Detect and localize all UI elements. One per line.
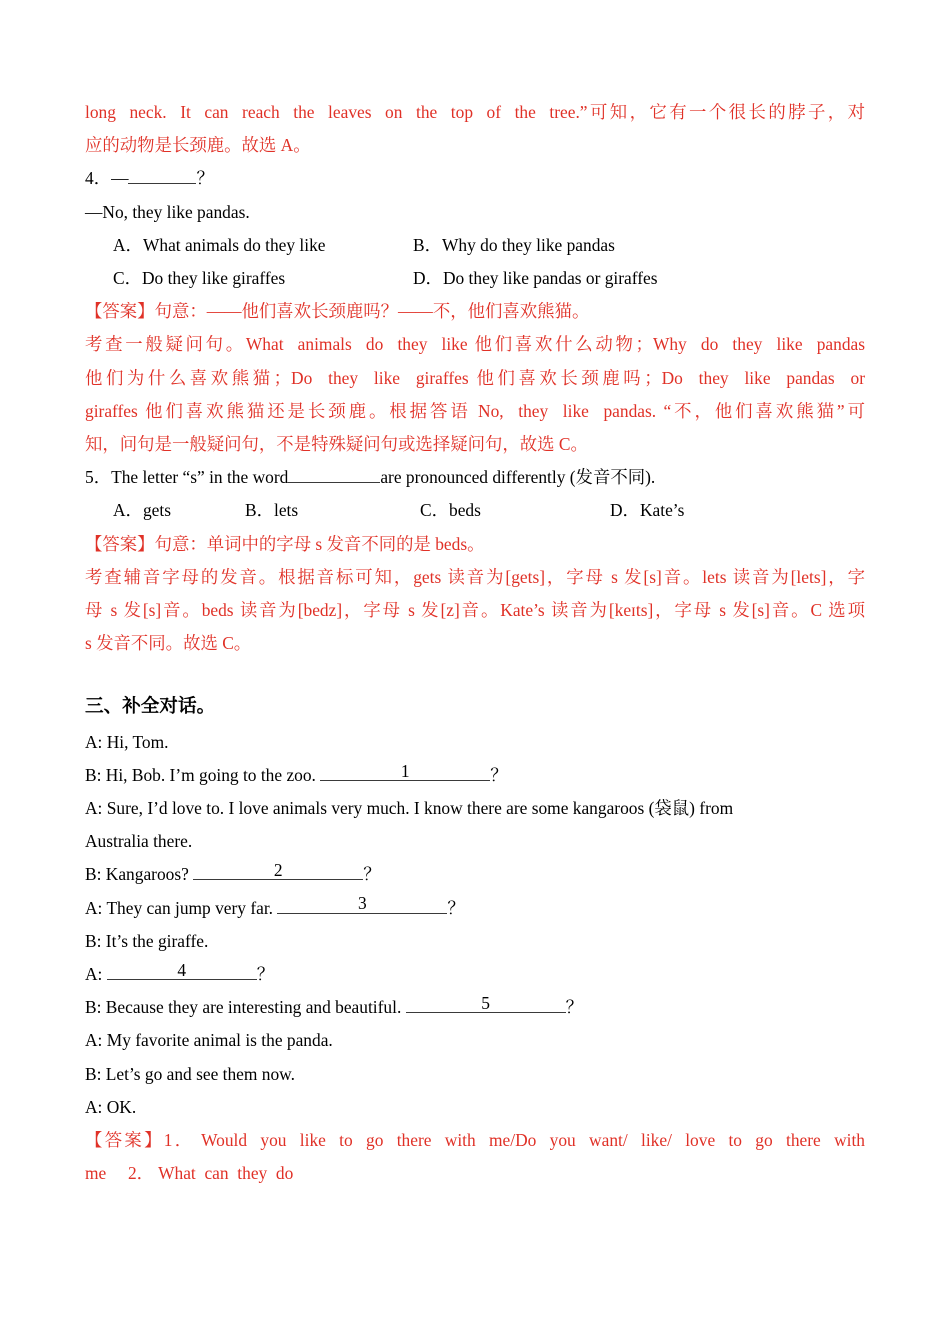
dialogue-text: They can jump very far. — [106, 897, 278, 918]
dialogue-line — [85, 1091, 865, 1124]
option-a-label: A． — [113, 500, 143, 521]
question-5-answer-line-1: 【答案】句意：单词中的字母 s 发音不同的是 beds。 — [85, 533, 485, 554]
question-5-stem-suffix: are pronounced differently (发音不同). — [380, 467, 656, 488]
question-4-answer-line-5: 知，问句是一般疑问句，不是特殊疑问句或选择疑问句，故选 C。 — [85, 434, 588, 455]
dialogue-qmark: ？ — [447, 897, 465, 918]
option-b-text: Why do they like pandas — [442, 234, 615, 255]
dialogue-speaker: A: — [85, 798, 107, 819]
question-4-dash: — — [111, 168, 129, 189]
option-b[interactable] — [413, 229, 865, 262]
section-three-answer-line-2: me 2． What can they do — [85, 1163, 294, 1184]
section-three-answer-line-1: 【答案】1． Would you like to go there with me/Do you want/ like/ love to go there with — [85, 1130, 865, 1151]
dialogue-speaker: A: — [85, 897, 107, 918]
dialogue-line — [85, 991, 865, 1024]
dialogue-text: Let’s go and see them now. — [105, 1063, 295, 1084]
dialogue-line — [85, 759, 865, 792]
dialogue-line — [85, 892, 865, 925]
option-a-text: What animals do they like — [142, 234, 326, 255]
option-b-label: B． — [245, 500, 274, 521]
question-4-answer-line-4: giraffes 他们喜欢熊猫还是长颈鹿。根据答语 No, they like pandas. “不，他们喜欢熊猫”可 — [85, 400, 865, 421]
option-c[interactable] — [420, 494, 610, 527]
dialogue-speaker: A: — [85, 1030, 107, 1051]
option-d-text: Kate’s — [639, 500, 685, 521]
dialogue-speaker: A: — [85, 964, 107, 985]
option-d-text: Do they like pandas or giraffes — [442, 268, 658, 289]
question-4-answer-line-1: 【答案】句意：——他们喜欢长颈鹿吗？——不，他们喜欢熊猫。 — [85, 301, 590, 322]
question-4-answer-line-3: 他们为什么喜欢熊猫；Do they like giraffes 他们喜欢长颈鹿吗；Do they like pandas or — [85, 367, 865, 388]
explanation-prev-line-1: long neck. It can reach the leaves on the top of the tree.”可知，它有一个很长的脖子，对 — [85, 102, 865, 122]
option-b-label: B． — [413, 234, 442, 255]
dialogue-text: My favorite animal is the panda. — [106, 1030, 333, 1051]
dialogue-line — [85, 726, 865, 759]
question-4-response: —No, they like pandas. — [85, 201, 250, 222]
section-three-heading: 三、补全对话。 — [85, 696, 216, 718]
option-a-label: A． — [113, 234, 143, 255]
dialogue-text: It’s the giraffe. — [105, 930, 209, 951]
dialogue-text: Because they are interesting and beautiful. — [105, 997, 406, 1018]
question-5-answer-line-4: s 发音不同。故选 C。 — [85, 633, 252, 654]
dialogue-line — [85, 1024, 865, 1057]
dialogue-line — [85, 858, 865, 891]
dialogue-qmark: ？ — [565, 997, 584, 1018]
dialogue-text: Australia there. — [85, 831, 193, 852]
question-5-answer-line-2: 考查辅音字母的发音。根据音标可知，gets 读音为[gets]，字母 s 发[s]音。lets 读音为[lets]，字 — [85, 566, 865, 587]
question-5-number: 5． — [85, 467, 112, 488]
dialogue-text: OK. — [106, 1096, 137, 1117]
dialogue-line — [85, 1058, 865, 1091]
dialogue-text: Hi, Bob. I’m going to the zoo. — [105, 764, 321, 785]
explanation-prev-line-2: 应的动物是长颈鹿。故选 A。 — [85, 135, 311, 156]
dialogue-line-continued — [85, 825, 865, 858]
dialogue-text: Kangaroos? — [105, 864, 194, 885]
question-4-number: 4． — [85, 168, 112, 189]
question-4-options-row-2 — [85, 262, 865, 295]
dialogue-line — [85, 792, 865, 825]
option-c-text: beds — [449, 500, 481, 521]
option-d[interactable] — [610, 494, 865, 527]
dialogue-speaker: B: — [85, 997, 106, 1018]
dialogue-qmark: ？ — [490, 764, 508, 785]
dialogue-blank-4[interactable]: 4 — [107, 961, 257, 980]
option-c-label: C． — [113, 268, 142, 289]
dialogue-blank-3[interactable]: 3 — [277, 894, 447, 913]
dialogue-blank-1[interactable]: 1 — [320, 762, 490, 781]
question-4-answer-line-2: 考查一般疑问句。What animals do they like 他们喜欢什么动物；Why do they like pandas — [85, 334, 865, 355]
dialogue-blank-2[interactable]: 2 — [193, 861, 363, 880]
question-5-stem-prefix: The letter “s” in the word — [111, 467, 289, 488]
option-b[interactable] — [245, 494, 420, 527]
question-5-answer-line-3: 母 s 发[s]音。beds 读音为[bedz]，字母 s 发[z]音。Kate’s 读音为[keɪts]，字母 s 发[s]音。C 选项 — [85, 600, 865, 621]
question-4-qmark: ？ — [196, 168, 214, 189]
dialogue-qmark: ？ — [363, 864, 381, 885]
dialogue-speaker: B: — [85, 764, 106, 785]
dialogue-text: Sure, I’d love to. I love animals very much. I know there are some kangaroos (袋鼠) from — [106, 798, 734, 819]
option-a-text: gets — [142, 500, 171, 521]
option-a[interactable] — [113, 494, 245, 527]
question-4-stem — [85, 162, 865, 195]
question-5-options-row — [85, 494, 865, 527]
dialogue-speaker: B: — [85, 864, 106, 885]
question-4-options-row-1 — [85, 229, 865, 262]
dialogue-speaker: B: — [85, 930, 106, 951]
dialogue-text: Hi, Tom. — [106, 731, 169, 752]
question-4-blank[interactable] — [128, 165, 196, 184]
option-c-label: C． — [420, 500, 449, 521]
dialogue-line — [85, 925, 865, 958]
option-a[interactable] — [113, 229, 413, 262]
dialogue-qmark: ？ — [256, 964, 275, 985]
dialogue-line — [85, 958, 865, 991]
dialogue-blank-5[interactable]: 5 — [406, 994, 566, 1013]
dialogue-speaker: A: — [85, 731, 107, 752]
page-content — [85, 96, 865, 1191]
question-5-blank[interactable] — [288, 464, 380, 483]
option-d[interactable] — [413, 262, 865, 295]
option-b-text: lets — [274, 500, 299, 521]
dialogue-speaker: A: — [85, 1096, 107, 1117]
option-d-label: D． — [610, 500, 640, 521]
question-5-stem — [85, 461, 865, 494]
option-c-text: Do they like giraffes — [142, 268, 286, 289]
option-d-label: D． — [413, 268, 443, 289]
dialogue-speaker: B: — [85, 1063, 106, 1084]
option-c[interactable] — [113, 262, 413, 295]
